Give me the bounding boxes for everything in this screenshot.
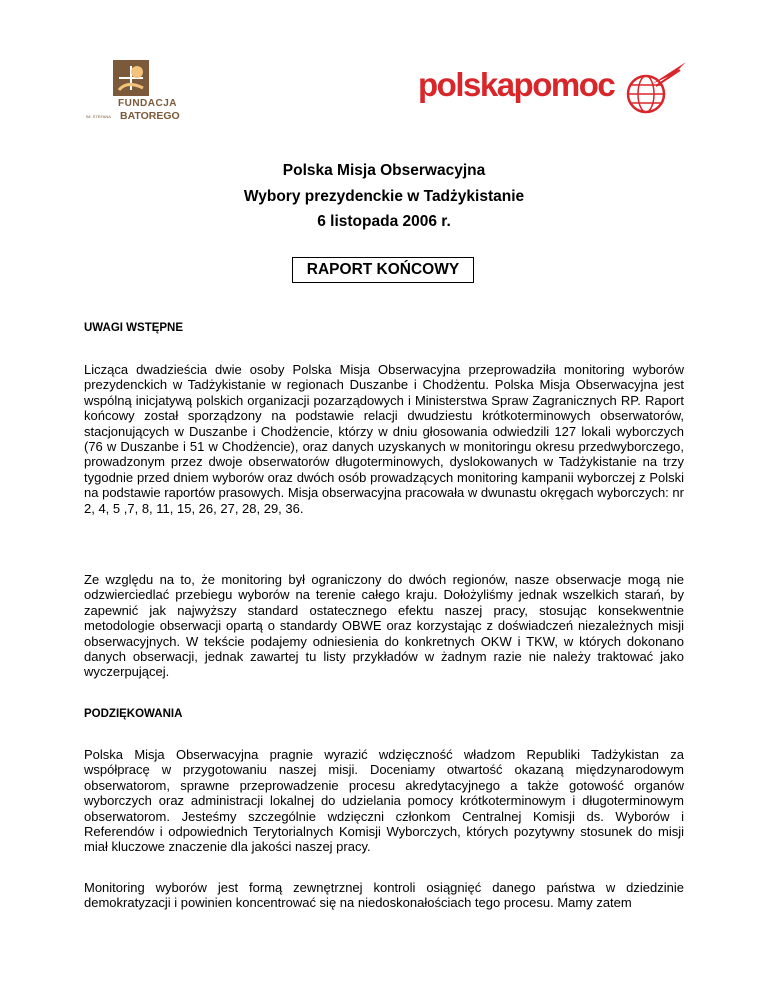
header-line1: Polska Misja Obserwacyjna [282, 162, 486, 179]
logo-left-small: IM. STEFANA [86, 114, 111, 119]
thanks-paragraph-1: Polska Misja Obserwacyjna pragnie wyrazić wdzięczność władzom Republiki Tadżykistan za współpracę w przygotowaniu naszej misji. Doceniamy otwartość okazaną międzynarodowym obserwatorom, sprawne przeprowadzenie procesu akredytacyjnego a także gotowość organów wyborczych oraz administracji lokalnej do udzielania pomocy krótkoterminowym i długoterminowym obserwatorom. Jesteśmy szczególnie wdzięczni członkom Centralnej Komisji ds. Wyborów i Referendów i odpowiednich Terytorialnych Komisji Wyborczych, których pozytywny stosunek do misji miał kluczowe znaczenie dla jakości naszej pracy. [84, 747, 684, 855]
globe-arrow-icon [616, 60, 693, 120]
monitoring-paragraph-1: Monitoring wyborów jest formą zewnętrznej kontroli osiągnięć danego państwa w dziedzinie demokratyzacji i powinien koncentrować się na niedoskonałościach tego procesu. Mamy zatem [84, 880, 684, 911]
fundacja-batorego-logo [86, 60, 181, 122]
header-line2: Wybory prezydenckie w Tadżykistanie [243, 188, 525, 205]
logo-left-line1: FUNDACJA [118, 98, 177, 109]
batory-emblem-icon [113, 60, 149, 96]
polskapomoc-wordmark: polskapomoc [418, 66, 615, 103]
intro-paragraph-1: Licząca dwadzieścia dwie osoby Polska Misja Obserwacyjna przeprowadziła monitoring wyborów prezydenckich w Tadżykistanie w regionach Duszanbe i Chodżentu. Polska Misja Obserwacyjna jest wspólną inicjatywą polskich organizacji pozarządowych i Ministerstwa Spraw Zagranicznych RP. Raport końcowy został sporządzony na podstawie relacji dwudziestu krótkoterminowych obserwatorów, stacjonujących w Duszanbe i Chodżencie, którzy w dniu głosowania odwiedzili 127 lokali wyborczych (76 w Duszanbe i 51 w Chodżencie), oraz danych uzyskanych w monitoringu okresu przedwyborczego, prowadzonym przez dwoje obserwatorów długoterminowych, dyslokowanych w Tadżykistanie na trzy tygodnie przed dniem wyborów oraz dwóch osób prowadzących monitoring kampanii wyborczej z Polski na podstawie raportów prasowych. Misja obserwacyjna pracowała w dwunastu okręgach wyborczych: nr 2, 4, 5 ,7, 8, 11, 15, 26, 27, 28, 29, 36. [84, 362, 684, 516]
polskapomoc-logo [418, 60, 693, 120]
intro-paragraph-2: Ze względu na to, że monitoring był ograniczony do dwóch regionów, nasze obserwacje mogą nie odzwierciedlać przebiegu wyborów na terenie całego kraju. Dołożyliśmy jednak wszelkich starań, by zapewnić jak najwyższy standard ostatecznego efektu naszej pracy, stosując konsekwentnie metodologie obserwacji opartą o standardy OBWE oraz korzystając z doświadczeń niezależnych misji obserwacyjnych. W tekście podajemy odniesienia do konkretnych OKW i TKW, w których dokonano danych obserwacji, jednak zawartej tu listy przykładów w żadnym razie nie należy traktować jako wyczerpującej. [84, 572, 684, 680]
section-intro-heading: UWAGI WSTĘPNE [84, 322, 184, 334]
header-line3: 6 listopada 2006 r. [317, 213, 451, 230]
section-thanks-heading: PODZIĘKOWANIA [84, 708, 183, 720]
logo-left-line2: BATOREGO [120, 110, 180, 122]
report-title: RAPORT KOŃCOWY [292, 257, 474, 283]
